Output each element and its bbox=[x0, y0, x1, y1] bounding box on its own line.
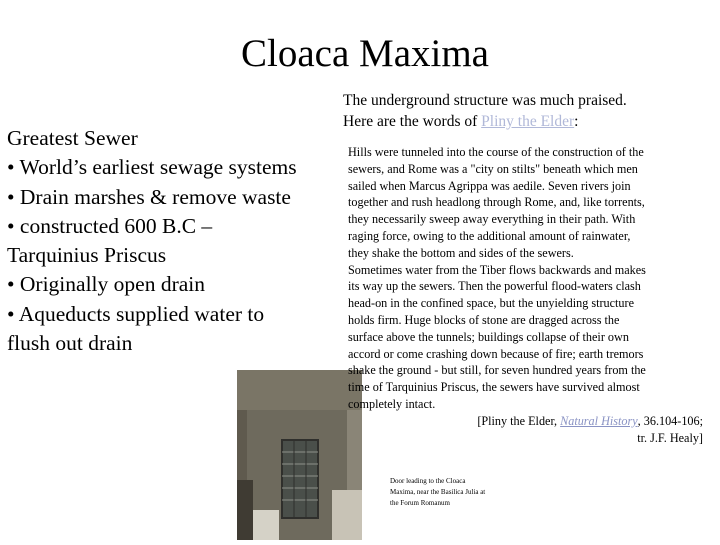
quote-line: Sometimes water from the Tiber flows backwards and makes bbox=[348, 262, 646, 277]
bullet-item: • Aqueducts supplied water to bbox=[7, 301, 265, 326]
quote-line: sewers, and Rome was a "city on stilts" beneath which men bbox=[348, 161, 638, 176]
quote-line: together and rush headlong through Rome, and, like torrents, bbox=[348, 195, 645, 210]
intro-line: The underground structure was much praised. bbox=[343, 92, 627, 109]
natural-history-link[interactable]: Natural History bbox=[560, 413, 638, 428]
quote-line: they necessarily sweep away everything in their path. With bbox=[348, 212, 636, 227]
quote-line: raging force, owing to the additional amount of rainwater, bbox=[348, 228, 631, 243]
quote-line: they shake the bottom and sides of the sewers. bbox=[348, 245, 574, 260]
quote-line: accord or come crashing down because of fire; earth tremors bbox=[348, 346, 644, 361]
door-photo bbox=[237, 370, 362, 540]
quote-line: head-on in the confined space, but the unyielding structure bbox=[348, 296, 634, 311]
bullet-item: • Drain marshes & remove waste bbox=[7, 184, 291, 209]
quote-line: shake the ground - but still, for seven hundred years from the bbox=[348, 363, 646, 378]
bullet-item: • World’s earliest sewage systems bbox=[7, 155, 297, 180]
bullet-list bbox=[7, 124, 337, 358]
quote-line: its way up the sewers. Then the powerful flood-waters clash bbox=[348, 279, 641, 294]
pliny-link[interactable]: Pliny the Elder bbox=[481, 113, 575, 130]
citation-suffix: , 36.104-106; bbox=[637, 413, 703, 428]
quote-line: Hills were tunneled into the course of the construction of the bbox=[348, 145, 644, 159]
bullet-item: • Originally open drain bbox=[7, 272, 205, 297]
bullet-item: Greatest Sewer bbox=[7, 126, 138, 150]
caption-line: the Forum Romanum bbox=[390, 499, 450, 507]
intro-prefix: Here are the words of bbox=[343, 113, 482, 130]
quote-line: sailed when Marcus Agrippa was aedile. Seven rivers join bbox=[348, 178, 631, 193]
bullet-item: • constructed 600 B.C – bbox=[7, 213, 213, 238]
quote-line: completely intact. bbox=[348, 396, 436, 411]
quote-line: surface above the tunnels; buildings collapse of their own bbox=[348, 329, 629, 344]
door-photo-image bbox=[237, 370, 362, 540]
bullet-item: flush out drain bbox=[7, 331, 133, 356]
photo-caption bbox=[390, 476, 530, 509]
intro-text bbox=[343, 90, 715, 132]
bullet-item: Tarquinius Priscus bbox=[7, 243, 167, 268]
intro-suffix: : bbox=[574, 113, 579, 130]
intro-line bbox=[343, 111, 715, 132]
quote-citation bbox=[348, 413, 703, 430]
pliny-quote bbox=[348, 144, 703, 446]
caption-line: Door leading to the Cloaca bbox=[390, 477, 466, 485]
slide-title: Cloaca Maxima bbox=[241, 32, 489, 75]
citation-prefix: [Pliny the Elder, bbox=[477, 413, 561, 428]
quote-line: time of Tarquinius Priscus, the sewers have survived almost bbox=[348, 380, 640, 395]
quote-line: holds firm. Huge blocks of stone are dragged across the bbox=[348, 312, 620, 327]
caption-line: Maxima, near the Basilica Julia at bbox=[390, 488, 486, 496]
citation-translator: tr. J.F. Healy] bbox=[637, 430, 703, 445]
